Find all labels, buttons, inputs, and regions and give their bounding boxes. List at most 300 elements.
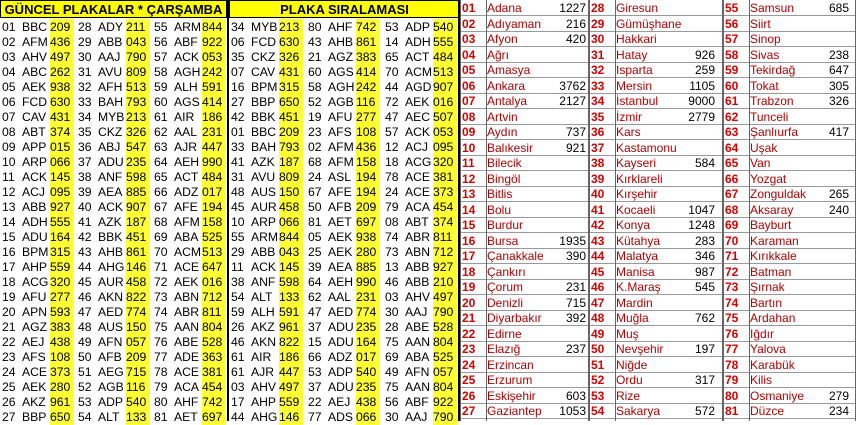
- city-row: [460, 172, 856, 187]
- city-name: Denizli: [487, 295, 524, 310]
- plate-digits: 451: [279, 109, 303, 125]
- plate-letters: AEK: [328, 230, 353, 244]
- city-name: Yalova: [750, 342, 786, 356]
- plate-letters: ABB: [405, 260, 430, 274]
- plate-digits: 454: [433, 199, 457, 215]
- city-count: 603: [565, 388, 586, 403]
- city-count: [548, 156, 588, 171]
- plate-digits: 262: [50, 64, 74, 80]
- plate-number: 70: [154, 245, 168, 259]
- plate-letters: ABA: [174, 230, 199, 244]
- city-row: [460, 203, 856, 218]
- plate-digits: 158: [202, 214, 226, 230]
- plate-row: [0, 394, 460, 410]
- plate-digits: 990: [202, 154, 226, 170]
- city-count: 317: [694, 373, 715, 387]
- plate-digits: 235: [356, 379, 380, 395]
- plate-row: [0, 274, 460, 290]
- plate-letters: ACK: [174, 50, 200, 64]
- plate-row: [0, 304, 460, 320]
- plate-letters: AAL: [328, 290, 352, 304]
- city-name: Niğde: [616, 357, 648, 372]
- plate-number: 53: [78, 395, 92, 409]
- plate-number: 60: [154, 95, 168, 109]
- plate-letters: ALH: [251, 305, 275, 319]
- plate-letters: AFB: [328, 200, 352, 214]
- plate-digits: 742: [202, 394, 226, 410]
- plate-number: 75: [154, 320, 168, 334]
- plate-number: 40: [78, 200, 92, 214]
- plate-letters: AJR: [174, 140, 198, 154]
- plate-number: 59: [154, 80, 168, 94]
- city-count: [811, 265, 851, 280]
- plate-number: 26: [2, 395, 16, 409]
- plate-digits: 598: [126, 169, 150, 185]
- plate-letters: AUS: [98, 320, 124, 334]
- plate-number: 80: [308, 20, 322, 34]
- city-name: Bitlis: [487, 187, 513, 201]
- plate-number: 49: [78, 335, 92, 349]
- plate-letters: AEA: [328, 260, 353, 274]
- plate-digits: 146: [126, 259, 150, 275]
- city-plate-number: 58: [725, 47, 739, 62]
- plate-digits: 194: [202, 199, 226, 215]
- city-plate-number: 11: [462, 156, 475, 170]
- plate-letters: AED: [328, 305, 354, 319]
- plate-letters: AFE: [174, 200, 198, 214]
- city-count: [548, 187, 588, 202]
- plate-letters: AHG: [251, 410, 278, 424]
- city-plate-number: 34: [591, 94, 605, 108]
- plate-letters: ARM: [251, 230, 279, 244]
- plate-number: 72: [154, 275, 168, 289]
- plate-number: 67: [308, 185, 322, 199]
- plate-letters: ABT: [405, 215, 429, 229]
- city-name: Diyarbakır: [487, 311, 542, 325]
- plate-number: 29: [78, 35, 92, 49]
- plate-number: 21: [2, 320, 16, 334]
- city-plate-number: 44: [591, 249, 605, 263]
- plate-digits: 458: [126, 274, 150, 290]
- plate-digits: 150: [126, 319, 150, 335]
- plate-digits: 513: [202, 244, 226, 260]
- plate-letters: AFM: [328, 155, 354, 169]
- grid-line: [460, 0, 461, 421]
- city-count: [548, 203, 588, 218]
- city-count: [677, 358, 717, 373]
- city-plate-number: 73: [725, 280, 739, 294]
- city-plate-number: 26: [462, 388, 476, 403]
- city-count: [677, 1, 717, 16]
- plate-number: 43: [78, 245, 92, 259]
- city-count: 279: [828, 388, 849, 403]
- city-row: [460, 79, 856, 94]
- plate-digits: 381: [433, 169, 457, 185]
- plate-row: [0, 334, 460, 350]
- city-name: Iğdır: [750, 326, 775, 341]
- plate-letters: BAH: [251, 140, 277, 154]
- plate-digits: 804: [202, 319, 226, 335]
- plate-digits: 209: [126, 349, 150, 365]
- plate-letters: AHB: [328, 35, 354, 49]
- city-name: Bilecik: [487, 156, 522, 170]
- plate-letters: AHV: [405, 290, 431, 304]
- plate-number: 01: [2, 20, 16, 34]
- plate-digits: 458: [279, 199, 303, 215]
- city-count: [677, 32, 717, 47]
- plate-letters: ABF: [174, 35, 198, 49]
- plate-digits: 017: [356, 349, 380, 365]
- city-name: Ağrı: [487, 47, 510, 62]
- plate-letters: AZK: [251, 155, 275, 169]
- plate-digits: 451: [126, 229, 150, 245]
- city-name: Samsun: [750, 1, 795, 15]
- city-count: 572: [694, 404, 715, 418]
- city-row: [460, 156, 856, 171]
- city-count: [548, 48, 588, 63]
- plate-number: 57: [154, 50, 168, 64]
- plate-letters: AFM: [328, 140, 354, 154]
- plate-number: 06: [231, 35, 245, 49]
- city-plate-number: 48: [591, 311, 605, 325]
- plate-digits: 793: [126, 94, 150, 110]
- plate-number: 31: [231, 170, 245, 184]
- plate-number: 10: [231, 215, 245, 229]
- city-count: [548, 327, 588, 342]
- plate-number: 53: [308, 365, 322, 379]
- plate-letters: ABB: [405, 275, 430, 289]
- city-name: Malatya: [616, 249, 659, 263]
- plate-digits: 907: [126, 199, 150, 215]
- plate-number: 81: [154, 410, 168, 424]
- plate-letters: ALT: [251, 290, 273, 304]
- city-plate-number: 53: [591, 388, 605, 403]
- plate-digits: 373: [50, 364, 74, 380]
- plate-number: 16: [231, 80, 245, 94]
- plate-digits: 066: [356, 409, 380, 425]
- plate-number: 60: [308, 65, 322, 79]
- city-row: [460, 234, 856, 249]
- plate-letters: AAJ: [405, 410, 428, 424]
- city-row: [460, 404, 856, 419]
- grid-line: [749, 0, 750, 421]
- plate-number: 25: [2, 380, 16, 394]
- plate-digits: 650: [50, 409, 74, 425]
- city-count: 3762: [559, 78, 586, 93]
- city-plate-number: 05: [462, 63, 476, 77]
- city-row: [460, 249, 856, 264]
- plate-number: 18: [385, 155, 399, 169]
- plate-letters: AVU: [98, 65, 123, 79]
- plate-digits: 145: [279, 259, 303, 275]
- plate-row: [0, 379, 460, 395]
- plate-digits: 938: [50, 79, 74, 95]
- plate-letters: BBK: [251, 110, 276, 124]
- city-name: Yozgat: [750, 171, 787, 186]
- city-name: Mardin: [616, 295, 653, 310]
- plate-number: 07: [231, 65, 245, 79]
- plate-digits: 414: [356, 64, 380, 80]
- plate-letters: AFE: [328, 185, 352, 199]
- city-name: Adıyaman: [487, 16, 542, 31]
- city-count: 545: [694, 280, 715, 294]
- plate-digits: 540: [126, 394, 150, 410]
- plate-number: 61: [231, 350, 245, 364]
- plate-digits: 742: [356, 19, 380, 35]
- city-row: [460, 110, 856, 125]
- city-plate-number: 49: [591, 326, 605, 341]
- plate-digits: 057: [126, 334, 150, 350]
- city-row: [460, 187, 856, 202]
- plate-number: 11: [2, 170, 15, 184]
- plate-letters: AFM: [22, 35, 48, 49]
- plate-letters: AGH: [174, 65, 201, 79]
- city-name: İstanbul: [616, 94, 659, 108]
- plate-letters: AEG: [98, 365, 124, 379]
- plate-digits: 630: [50, 94, 74, 110]
- plate-number: 59: [231, 305, 245, 319]
- city-plate-number: 46: [591, 280, 605, 294]
- plate-number: 53: [385, 20, 399, 34]
- city-name: Tekirdağ: [750, 63, 796, 77]
- plate-number: 77: [308, 410, 322, 424]
- city-plate-number: 18: [462, 264, 476, 279]
- city-plate-number: 20: [462, 295, 476, 310]
- plate-number: 62: [308, 290, 322, 304]
- city-plate-number: 22: [462, 326, 476, 341]
- city-name: Batman: [750, 264, 792, 279]
- city-row: [460, 94, 856, 109]
- plate-row: [0, 184, 460, 200]
- plate-number: 34: [231, 20, 245, 34]
- city-row: [460, 265, 856, 280]
- city-count: [548, 110, 588, 125]
- plate-number: 44: [231, 410, 245, 424]
- plate-number: 33: [231, 140, 245, 154]
- city-count: 231: [565, 280, 586, 294]
- plate-number: 73: [385, 245, 399, 259]
- plate-letters: AFU: [22, 290, 47, 304]
- plate-digits: 436: [50, 34, 74, 50]
- city-row: [460, 17, 856, 32]
- city-name: Eskişehir: [487, 388, 536, 403]
- plate-number: 72: [385, 95, 399, 109]
- city-plate-number: 32: [591, 63, 605, 77]
- city-name: Kastamonu: [616, 140, 677, 155]
- plate-row: [0, 64, 460, 80]
- city-count: 737: [565, 125, 586, 139]
- plate-letters: AJR: [251, 365, 275, 379]
- plate-digits: 066: [50, 154, 74, 170]
- city-plate-number: 57: [725, 32, 739, 46]
- city-row: [460, 48, 856, 63]
- city-name: Ordu: [616, 373, 643, 387]
- city-name: Amasya: [487, 63, 531, 77]
- city-count: 259: [694, 63, 715, 77]
- city-plate-number: 31: [591, 47, 605, 62]
- city-row: [460, 373, 856, 388]
- city-plate-number: 78: [725, 357, 739, 372]
- plate-digits: 484: [202, 169, 226, 185]
- city-count: [548, 172, 588, 187]
- plate-number: 06: [2, 95, 16, 109]
- plate-digits: 454: [202, 379, 226, 395]
- plate-letters: AHG: [98, 260, 125, 274]
- plate-number: 39: [78, 185, 92, 199]
- plate-digits: 209: [50, 19, 74, 35]
- city-name: Kırklareli: [616, 171, 663, 186]
- city-plate-number: 27: [462, 404, 476, 418]
- city-name: Burdur: [487, 218, 524, 232]
- plate-digits: 809: [279, 169, 303, 185]
- plate-letters: ACK: [251, 260, 277, 274]
- plate-letters: ACT: [405, 50, 430, 64]
- city-name: Şırnak: [750, 280, 785, 294]
- plate-number: 36: [78, 140, 92, 154]
- plate-letters: ACT: [174, 170, 199, 184]
- plate-letters: ABF: [405, 395, 429, 409]
- plate-letters: ACJ: [405, 140, 429, 154]
- plate-number: 57: [385, 125, 399, 139]
- plate-letters: ACK: [98, 200, 124, 214]
- plate-letters: ADH: [405, 35, 431, 49]
- city-name: Gümüşhane: [616, 16, 682, 31]
- plate-number: 69: [154, 230, 168, 244]
- plate-number: 47: [308, 305, 322, 319]
- city-count: [677, 296, 717, 311]
- plate-letters: BAH: [98, 95, 124, 109]
- plate-number: 70: [385, 65, 399, 79]
- plate-digits: 277: [356, 109, 380, 125]
- city-name: Bayburt: [750, 218, 792, 232]
- plate-digits: 145: [50, 169, 74, 185]
- city-plate-number: 09: [462, 125, 476, 139]
- city-plate-number: 30: [591, 32, 605, 46]
- plate-number: 66: [154, 185, 168, 199]
- plate-number: 54: [231, 290, 245, 304]
- plate-letters: ARP: [251, 215, 277, 229]
- city-name: Bartın: [750, 295, 783, 310]
- plate-digits: 790: [126, 49, 150, 65]
- city-count: 2779: [688, 109, 715, 124]
- plate-digits: 528: [433, 319, 457, 335]
- plate-number: 39: [308, 260, 322, 274]
- plate-number: 23: [2, 350, 16, 364]
- city-name: Bolu: [487, 202, 512, 217]
- plate-digits: 326: [126, 124, 150, 140]
- plate-letters: ACM: [405, 65, 433, 79]
- city-name: Van: [750, 156, 771, 170]
- plate-letters: BBP: [251, 95, 276, 109]
- plate-digits: 861: [126, 244, 150, 260]
- plate-number: 13: [2, 200, 16, 214]
- plate-letters: ACG: [405, 155, 432, 169]
- plate-letters: AFH: [98, 80, 123, 94]
- plate-digits: 016: [202, 274, 226, 290]
- city-plate-number: 71: [725, 249, 739, 263]
- plate-number: 78: [154, 365, 168, 379]
- city-count: 2127: [559, 94, 586, 108]
- plate-digits: 116: [356, 94, 380, 110]
- plate-letters: ALT: [98, 410, 120, 424]
- plate-digits: 844: [202, 19, 226, 35]
- plate-number: 63: [154, 140, 168, 154]
- plate-digits: 414: [202, 94, 226, 110]
- city-name: Kocaeli: [616, 202, 656, 217]
- city-plate-number: 75: [725, 311, 739, 325]
- plate-number: 29: [231, 245, 245, 259]
- city-plate-number: 70: [725, 233, 739, 248]
- plate-number: 02: [2, 35, 16, 49]
- city-count: 305: [828, 78, 849, 93]
- city-name: Bingöl: [487, 171, 521, 186]
- header-plaka-siralamasi: PLAKA SIRALAMASI: [229, 0, 460, 18]
- city-count: [811, 296, 851, 311]
- plate-letters: AEH: [174, 155, 200, 169]
- plate-letters: ADY: [98, 20, 124, 34]
- plate-letters: ACK: [22, 170, 48, 184]
- city-plate-number: 37: [591, 140, 605, 155]
- city-name: Şanlıurfa: [750, 125, 799, 139]
- city-name: Kırşehir: [616, 187, 658, 201]
- city-name: Çankırı: [487, 264, 526, 279]
- plate-number: 14: [385, 35, 399, 49]
- plate-number: 23: [308, 125, 322, 139]
- plate-number: 03: [231, 380, 245, 394]
- plate-digits: 326: [279, 49, 303, 65]
- city-name: K.Maraş: [616, 280, 661, 294]
- plate-digits: 793: [279, 139, 303, 155]
- plate-number: 16: [2, 245, 16, 259]
- city-row: [460, 1, 856, 16]
- plate-letters: ADU: [22, 230, 48, 244]
- plate-number: 56: [154, 35, 168, 49]
- city-plate-number: 54: [591, 404, 605, 418]
- plate-letters: AKN: [98, 290, 124, 304]
- city-plate-number: 36: [591, 125, 605, 139]
- plate-number: 12: [385, 140, 399, 154]
- plate-number: 51: [78, 365, 92, 379]
- plate-letters: ANF: [98, 170, 123, 184]
- plate-number: 09: [2, 140, 16, 154]
- plate-digits: 164: [50, 229, 74, 245]
- plate-number: 56: [385, 395, 399, 409]
- plate-number: 30: [385, 410, 399, 424]
- plate-number: 05: [2, 80, 16, 94]
- plate-letters: AHB: [98, 245, 124, 259]
- city-name: Kars: [616, 125, 641, 139]
- plate-letters: AET: [174, 410, 198, 424]
- city-count: 685: [828, 1, 849, 15]
- plate-digits: 210: [433, 274, 457, 290]
- city-count: 921: [565, 140, 586, 155]
- plate-number: 55: [231, 230, 245, 244]
- city-count: 238: [828, 47, 849, 62]
- plate-number: 13: [385, 260, 399, 274]
- plate-number: 32: [78, 80, 92, 94]
- city-row: [460, 389, 856, 404]
- city-name: Balıkesir: [487, 140, 534, 155]
- city-count: [548, 63, 588, 78]
- city-name: Aksaray: [750, 202, 794, 217]
- plate-letters: ABJ: [98, 140, 121, 154]
- city-count: [811, 311, 851, 326]
- city-count: 715: [565, 295, 586, 310]
- plate-digits: 885: [356, 259, 380, 275]
- plate-digits: 513: [126, 79, 150, 95]
- city-plate-number: 38: [591, 156, 605, 170]
- plate-number: 68: [154, 215, 168, 229]
